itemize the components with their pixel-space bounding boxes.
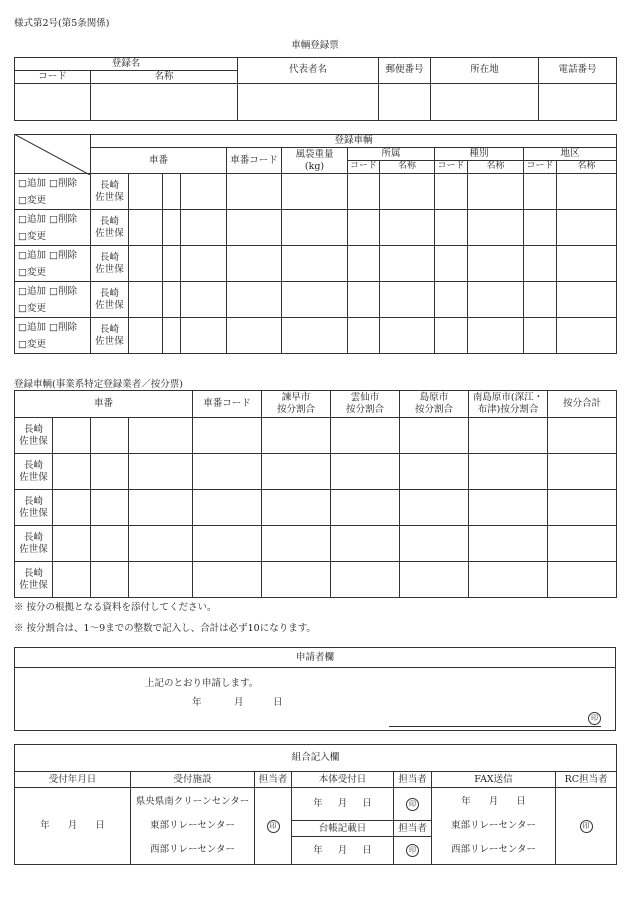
change-checkbox[interactable]: □変更 <box>18 302 46 314</box>
region-sasebo: 佐世保 <box>19 543 48 555</box>
allocation-row <box>15 418 617 454</box>
unzen-ratio-header: 按分割合 <box>346 404 385 415</box>
region-nagasaki: 長崎 <box>99 323 119 335</box>
applicant-month: 月 <box>234 697 244 708</box>
main-recv-seal[interactable]: 印 <box>394 788 432 821</box>
shimabara-header: 島原市 <box>419 392 449 404</box>
postal-header: 郵便番号 <box>379 58 431 84</box>
applicant-box <box>14 647 616 731</box>
recv-facility-header: 受付施設 <box>131 772 255 788</box>
region-sasebo: 佐世保 <box>95 299 124 311</box>
code-header: コード <box>15 70 91 83</box>
allocation-row <box>15 562 617 598</box>
delete-checkbox[interactable]: □削除 <box>49 321 77 333</box>
affil-name-header: 名称 <box>380 161 435 174</box>
vehicle-group-header: 登録車輌 <box>91 135 617 148</box>
staff-seal-cell[interactable]: 印 <box>255 788 292 865</box>
applicant-day: 日 <box>273 697 283 708</box>
name-header: 名称 <box>91 70 238 83</box>
facility-kenou: 県央県南クリーンセンター <box>135 796 250 807</box>
type-name-header: 名称 <box>468 161 524 174</box>
minamishimabara-ratio-header: 布津)按分割合 <box>477 404 539 415</box>
region-sasebo: 佐世保 <box>95 191 124 203</box>
add-checkbox[interactable]: □追加 <box>18 321 46 333</box>
delete-checkbox[interactable]: □削除 <box>49 249 77 261</box>
alloc-total-header: 按分合計 <box>548 391 617 418</box>
rc-seal-cell[interactable]: 印 <box>556 788 617 865</box>
corner-cell <box>15 135 91 174</box>
affil-header: 所属 <box>348 148 435 161</box>
change-checkbox[interactable]: □変更 <box>18 230 46 242</box>
region-nagasaki: 長崎 <box>99 251 119 263</box>
vehicle-row <box>15 174 617 210</box>
vehicle-row <box>15 210 617 246</box>
fax-header: FAX送信 <box>432 772 556 788</box>
union-title: 組合記入欄 <box>15 745 617 772</box>
delete-checkbox[interactable]: □削除 <box>49 285 77 297</box>
allocation-row <box>15 454 617 490</box>
staff-header: 担当者 <box>255 772 292 788</box>
vehicle-row <box>15 318 617 354</box>
address-header: 所在地 <box>431 58 539 84</box>
note-ratio: ※ 按分割合は、1〜9までの整数で記入し、合計は必ず10になります。 <box>14 623 316 634</box>
seal-mark: 印 <box>588 712 601 725</box>
input-address[interactable] <box>431 83 539 120</box>
region-sasebo: 佐世保 <box>19 471 48 483</box>
shimabara-ratio-header: 按分割合 <box>415 404 454 415</box>
weight-header: 風袋重量 <box>295 148 334 160</box>
type-code-header: コード <box>435 161 468 174</box>
minamishimabara-header: 南島原市(深江・ <box>472 392 544 404</box>
rep-header: 代表者名 <box>238 58 379 84</box>
type-header: 種別 <box>435 148 524 161</box>
main-recv-date[interactable]: 年 月 日 <box>292 788 394 821</box>
fax-seibu: 西部リレーセンター <box>451 844 536 855</box>
input-name[interactable] <box>91 83 238 120</box>
change-checkbox[interactable]: □変更 <box>18 266 46 278</box>
page-title: 車輌登録票 <box>291 40 339 51</box>
add-checkbox[interactable]: □追加 <box>18 285 46 297</box>
input-rep[interactable] <box>238 83 379 120</box>
staff-header-2: 担当者 <box>394 772 432 788</box>
ledger-date[interactable]: 年 月 日 <box>292 837 394 865</box>
registrant-table <box>14 57 617 121</box>
area-name-header: 名称 <box>557 161 617 174</box>
region-sasebo: 佐世保 <box>95 227 124 239</box>
recv-date-header: 受付年月日 <box>15 772 131 788</box>
allocation-row <box>15 490 617 526</box>
add-checkbox[interactable]: □追加 <box>18 177 46 189</box>
add-checkbox[interactable]: □追加 <box>18 213 46 225</box>
region-nagasaki: 長崎 <box>23 567 43 579</box>
region-nagasaki: 長崎 <box>99 287 119 299</box>
signature-line[interactable] <box>389 726 601 727</box>
add-checkbox[interactable]: □追加 <box>18 249 46 261</box>
applicant-statement: 上記のとおり申請します。 <box>145 678 259 689</box>
facility-seibu: 西部リレーセンター <box>150 844 235 855</box>
delete-checkbox[interactable]: □削除 <box>49 177 77 189</box>
region-nagasaki: 長崎 <box>23 459 43 471</box>
ledger-header: 台帳記載日 <box>292 821 394 837</box>
union-table <box>14 744 617 865</box>
vehicle-row <box>15 246 617 282</box>
delete-checkbox[interactable]: □削除 <box>49 213 77 225</box>
alloc-plate-code-header: 車番コード <box>193 391 262 418</box>
alloc-plate-header: 車番 <box>15 391 193 418</box>
recv-date-cell[interactable]: 年 月 日 <box>15 788 131 865</box>
phone-header: 電話番号 <box>539 58 617 84</box>
region-sasebo: 佐世保 <box>95 335 124 347</box>
region-sasebo: 佐世保 <box>19 579 48 591</box>
plate-header: 車番 <box>91 148 227 174</box>
fax-tobu: 東部リレーセンター <box>451 820 536 831</box>
fax-date[interactable]: 年 月 日 <box>461 796 526 807</box>
allocation-row <box>15 526 617 562</box>
input-phone[interactable] <box>539 83 617 120</box>
change-checkbox[interactable]: □変更 <box>18 338 46 350</box>
unzen-header: 雲仙市 <box>350 392 380 404</box>
applicant-title: 申請者欄 <box>15 648 615 668</box>
facility-tobu: 東部リレーセンター <box>150 820 235 831</box>
note-attach: ※ 按分の根拠となる資料を添付してください。 <box>14 602 217 613</box>
plate-code-header: 車番コード <box>227 148 282 174</box>
area-code-header: コード <box>524 161 557 174</box>
region-nagasaki: 長崎 <box>99 215 119 227</box>
vehicle-table <box>14 134 617 354</box>
vehicle-row <box>15 282 617 318</box>
input-postal[interactable] <box>379 83 431 120</box>
allocation-table <box>14 390 617 598</box>
staff-header-3: 担当者 <box>394 821 432 837</box>
form-number: 様式第2号(第5条関係) <box>14 18 110 29</box>
isahaya-header: 諫早市 <box>281 392 311 404</box>
applicant-year: 年 <box>192 697 202 708</box>
ledger-seal[interactable]: 印 <box>394 837 432 865</box>
weight-unit: (kg) <box>304 160 325 172</box>
region-nagasaki: 長崎 <box>23 495 43 507</box>
rc-staff-header: RC担当者 <box>556 772 617 788</box>
reg-name-header: 登録名 <box>15 58 238 71</box>
area-header: 地区 <box>524 148 617 161</box>
main-recv-header: 本体受付日 <box>292 772 394 788</box>
region-nagasaki: 長崎 <box>23 423 43 435</box>
region-sasebo: 佐世保 <box>19 435 48 447</box>
change-checkbox[interactable]: □変更 <box>18 194 46 206</box>
allocation-caption: 登録車輌(事業系特定登録業者／按分票) <box>14 379 183 390</box>
region-nagasaki: 長崎 <box>99 179 119 191</box>
region-nagasaki: 長崎 <box>23 531 43 543</box>
input-code[interactable] <box>15 83 91 120</box>
affil-code-header: コード <box>348 161 380 174</box>
region-sasebo: 佐世保 <box>19 507 48 519</box>
isahaya-ratio-header: 按分割合 <box>277 404 316 415</box>
region-sasebo: 佐世保 <box>95 263 124 275</box>
